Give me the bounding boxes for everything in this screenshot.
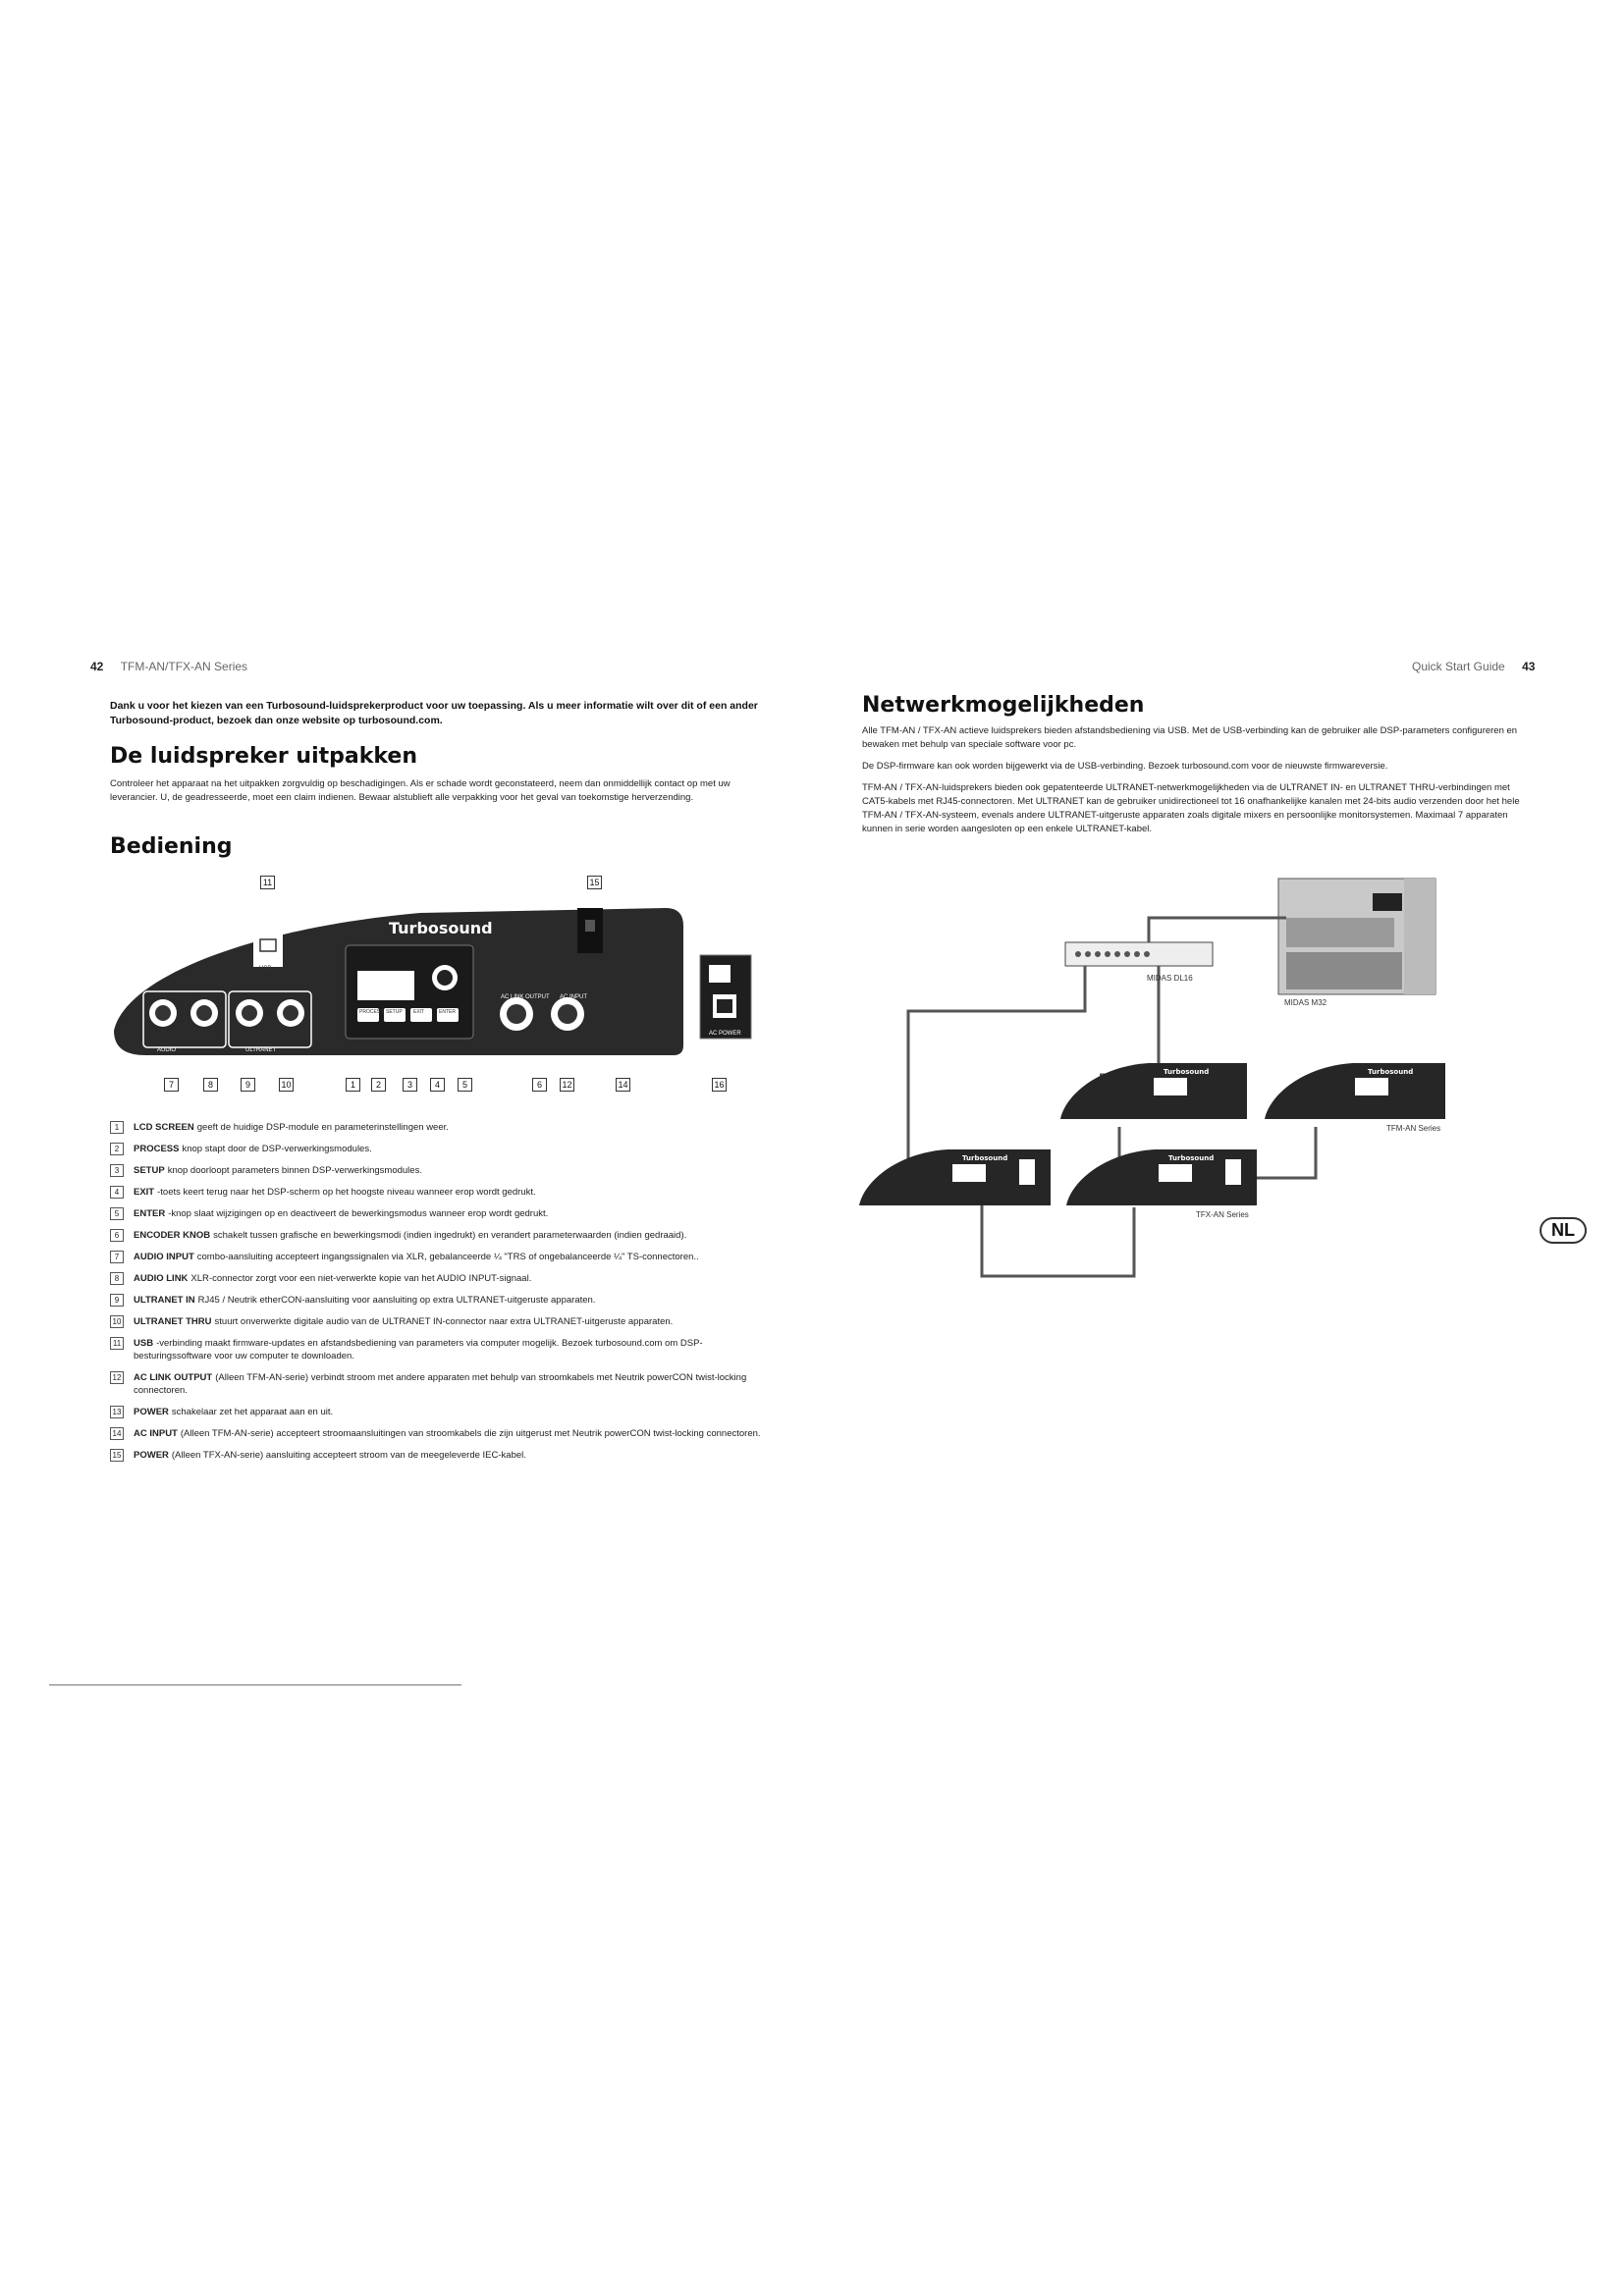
callout-16: 16 xyxy=(712,1078,727,1092)
ultranet-label: ULTRANET xyxy=(245,1047,277,1053)
callout-3: 3 xyxy=(403,1078,417,1092)
speaker-brand: Turbosound xyxy=(1164,1068,1210,1076)
m32-label: MIDAS M32 xyxy=(1284,998,1327,1007)
speaker-brand: Turbosound xyxy=(962,1154,1008,1162)
legend-item: 9 ULTRANET IN RJ45 / Neutrik etherCON-aansluiting voor aansluiting op extra ULTRANET-uitgeruste apparaten. xyxy=(110,1294,778,1307)
network-text xyxy=(862,724,1530,836)
legend-item: 12 AC LINK OUTPUT (Alleen TFM-AN-serie) verbindt stroom met andere apparaten met behulp van stroomkabels met Neutrik powerCON twist-locking connectoren. xyxy=(110,1371,778,1397)
usb-window xyxy=(253,928,283,967)
ac-input-label: AC INPUT xyxy=(560,994,588,1000)
left-series-name: TFM-AN/TFX-AN Series xyxy=(120,660,248,673)
usb-label: USB xyxy=(259,966,272,972)
network-heading: Netwerkmogelijkheden xyxy=(862,693,1145,718)
intro-text: Dank u voor het kiezen van een Turbosound-luidsprekerproduct voor uw toepassing. Als u meer informatie wilt over dit of een ander Turbosound-product, bezoek dan onze website op turbosound.com. xyxy=(110,700,758,726)
tfm-speaker-1 xyxy=(1060,1063,1247,1119)
unpack-text: Controleer het apparaat na het uitpakken zorgvuldig op beschadigingen. Als er schade wordt geconstateerd, neem dan onmiddellijk contact op met uw leverancier. U, de geadresseerde, moet een claim indienen. Bewaar alstublieft alle verpakking voor het geval van toekomstige herverzending. xyxy=(110,778,731,803)
speaker-brand: Turbosound xyxy=(1368,1068,1414,1076)
tfx-speaker-1 xyxy=(859,1149,1051,1205)
legend-item: 4 EXIT -toets keert terug naar het DSP-scherm op het hoogste niveau wanneer erop wordt gedrukt. xyxy=(110,1186,778,1199)
network-diagram xyxy=(854,874,1453,1286)
rear-panel-illustration xyxy=(106,869,774,1095)
tfx-speaker-2 xyxy=(1066,1149,1257,1205)
language-badge: NL xyxy=(1540,1217,1587,1244)
network-paragraph: De DSP-firmware kan ook worden bijgewerkt via de USB-verbinding. Bezoek turbosound.com voor de nieuwste firmwareversie. xyxy=(862,761,1388,772)
legend-item: 2 PROCESS knop stapt door de DSP-verwerkingsmodules. xyxy=(110,1143,778,1155)
legend-item: 7 AUDIO INPUT combo-aansluiting accepteert ingangssignalen via XLR, gebalanceerde ¼ "TRS of ongebalanceerde ¼" TS-connectoren.. xyxy=(110,1251,778,1263)
left-page-number: 42 xyxy=(90,660,104,673)
callout-9: 9 xyxy=(241,1078,255,1092)
callout-1: 1 xyxy=(346,1078,360,1092)
legend-item: 8 AUDIO LINK XLR-connector zorgt voor een niet-verwerkte kopie van het AUDIO INPUT-signaal. xyxy=(110,1272,778,1285)
callout-11: 11 xyxy=(260,876,275,889)
callout-7: 7 xyxy=(164,1078,179,1092)
callout-15: 15 xyxy=(587,876,602,889)
callout-5: 5 xyxy=(458,1078,472,1092)
legend-item: 14 AC INPUT (Alleen TFM-AN-serie) accepteert stroomaansluitingen van stroomkabels die zijn uitgerust met Neutrik powerCON twist-locking connectoren. xyxy=(110,1427,778,1440)
legend-item: 10 ULTRANET THRU stuurt onverwerkte digitale audio van de ULTRANET IN-connector naar extra ULTRANET-uitgeruste apparaten. xyxy=(110,1315,778,1328)
btn-process: PROCESS xyxy=(359,1009,384,1015)
legend-item: 5 ENTER -knop slaat wijzigingen op en deactiveert de bewerkingsmodus wanneer erop wordt gedrukt. xyxy=(110,1207,778,1220)
control-legend xyxy=(110,1121,778,1470)
left-page-header xyxy=(90,660,247,673)
audio-label: AUDIO xyxy=(157,1047,177,1053)
footer-rule xyxy=(49,1684,461,1685)
legend-item: 13 POWER schakelaar zet het apparaat aan en uit. xyxy=(110,1406,778,1418)
callout-8: 8 xyxy=(203,1078,218,1092)
callout-10: 10 xyxy=(279,1078,294,1092)
legend-item: 15 POWER (Alleen TFX-AN-serie) aansluiting accepteert stroom van de meegeleverde IEC-kabel. xyxy=(110,1449,778,1462)
right-page-header xyxy=(1412,660,1535,673)
tfm-speaker-2 xyxy=(1265,1063,1445,1119)
legend-item: 11 USB -verbinding maakt firmware-updates en afstandsbediening van parameters via computer mogelijk. Bezoek turbosound.com om DSP-besturingssoftware voor uw computer te downloaden. xyxy=(110,1337,778,1362)
panel-brand: Turbosound xyxy=(389,919,493,937)
network-paragraph: Alle TFM-AN / TFX-AN actieve luidsprekers bieden afstandsbediening via USB. Met de USB-verbinding kan de gebruiker alle DSP-parameters configureren en bewaken met behulp van speciale software voor pc. xyxy=(862,725,1518,750)
legend-item: 6 ENCODER KNOB schakelt tussen grafische en bewerkingsmodi (indien ingedrukt) en verandert parameterwaarden (indien gedraaid). xyxy=(110,1229,778,1242)
legend-item: 1 LCD SCREEN geeft de huidige DSP-module en parameterinstellingen weer. xyxy=(110,1121,778,1134)
callout-2: 2 xyxy=(371,1078,386,1092)
btn-exit: EXIT xyxy=(413,1009,425,1015)
callout-12: 12 xyxy=(560,1078,574,1092)
ac-power-label: AC POWER xyxy=(709,1031,741,1037)
legend-item: 3 SETUP knop doorloopt parameters binnen DSP-verwerkingsmodules. xyxy=(110,1164,778,1177)
callout-6: 6 xyxy=(532,1078,547,1092)
lcd-screen xyxy=(357,971,414,1000)
unpack-heading: De luidspreker uitpakken xyxy=(110,744,417,769)
right-page-number: 43 xyxy=(1522,660,1536,673)
operation-heading: Bediening xyxy=(110,834,233,859)
btn-enter: ENTER xyxy=(439,1009,456,1015)
right-header-label: Quick Start Guide xyxy=(1412,660,1505,673)
network-paragraph: TFM-AN / TFX-AN-luidsprekers bieden ook gepatenteerde ULTRANET-netwerkmogelijkheden via de ULTRANET IN- en ULTRANET THRU-verbindingen met CAT5-kabels met RJ45-connectoren. Met ULTRANET kan de gebruiker unidirectioneel tot 16 onafhankelijke kanalen met 24-bits audio verzenden door het hele TFM-AN / TFX-AN-systeem, evenals andere ULTRANET-uitgeruste apparaten zoals digitale mixers en persoonlijke monitorsystemen. Maximaal 7 apparaten kunnen in serie worden aangesloten op een enkele ULTRANET-kabel. xyxy=(862,782,1520,834)
callout-14: 14 xyxy=(616,1078,630,1092)
tfx-label: TFX-AN Series xyxy=(1196,1210,1249,1219)
ac-link-label: AC LINK OUTPUT xyxy=(501,994,550,1000)
speaker-brand: Turbosound xyxy=(1168,1154,1215,1162)
tfm-label: TFM-AN Series xyxy=(1386,1124,1441,1133)
dl16-label: MIDAS DL16 xyxy=(1147,974,1193,983)
btn-setup: SETUP xyxy=(386,1009,403,1015)
callout-4: 4 xyxy=(430,1078,445,1092)
